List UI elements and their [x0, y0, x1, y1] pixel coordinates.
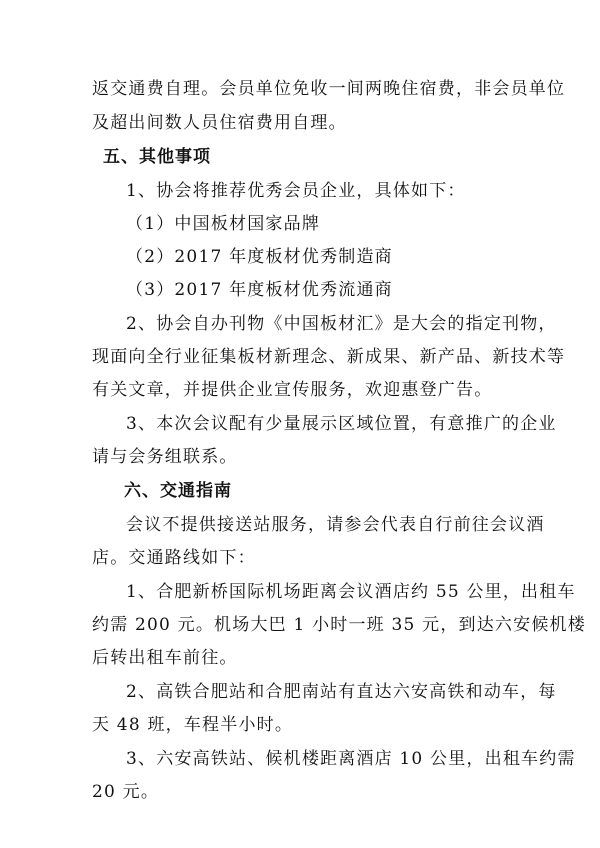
section-heading-transport-guide: 六、交通指南 — [124, 481, 232, 501]
paragraph-line: 会议不提供接送站服务，请参会代表自行前往会议酒 — [126, 515, 545, 535]
paragraph-line: 现面向全行业征集板材新理念、新成果、新产品、新技术等 — [92, 347, 566, 367]
paragraph-line: 请与会务组联系。 — [92, 447, 238, 467]
paragraph-line: 约需 200 元。机场大巴 1 小时一班 35 元，到达六安候机楼 — [92, 615, 586, 635]
paragraph-line: 有关文章，并提供企业宣传服务，欢迎惠登广告。 — [92, 380, 493, 400]
paragraph-line: 2、高铁合肥站和合肥南站有直达六安高铁和动车，每 — [126, 682, 557, 702]
paragraph-line: 天 48 班，车程半小时。 — [92, 715, 294, 735]
list-item: （1）中国板材国家品牌 — [126, 214, 321, 234]
paragraph-line: 3、本次会议配有少量展示区域位置，有意推广的企业 — [126, 414, 557, 434]
paragraph-line: 及超出间数人员住宿费用自理。 — [92, 113, 347, 133]
list-item: （2）2017 年度板材优秀制造商 — [126, 247, 393, 267]
paragraph-line: 店。交通路线如下： — [92, 548, 256, 568]
paragraph-line: 后转出租车前往。 — [92, 648, 238, 668]
paragraph-line: 3、六安高铁站、候机楼距离酒店 10 公里，出租车约需 — [126, 749, 576, 769]
paragraph-line: 1、合肥新桥国际机场距离会议酒店约 55 公里，出租车 — [126, 582, 576, 602]
paragraph-line: 2、协会自办刊物《中国板材汇》是大会的指定刊物， — [126, 314, 557, 334]
paragraph-line: 返交通费自理。会员单位免收一间两晚住宿费，非会员单位 — [92, 79, 566, 99]
paragraph-line: 1、协会将推荐优秀会员企业，具体如下： — [126, 181, 466, 201]
paragraph-line: 20 元。 — [92, 782, 160, 802]
list-item: （3）2017 年度板材优秀流通商 — [126, 280, 393, 300]
section-heading-other-matters: 五、其他事项 — [103, 147, 211, 167]
